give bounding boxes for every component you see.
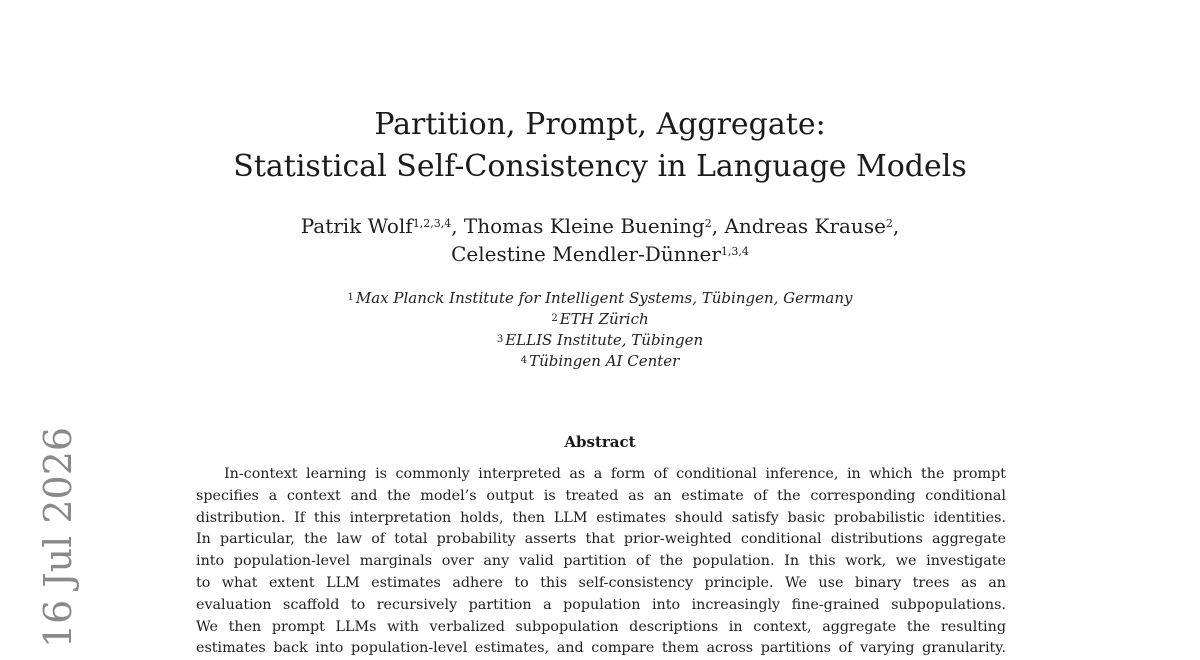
affiliation-item	[0, 330, 1200, 351]
affiliation-item	[0, 309, 1200, 330]
abstract-line: evaluation scaffold to recursively partition a population into increasingly fine-grained subpopulations.	[196, 596, 1006, 613]
abstract-line: estimates back into population-level estimates, and compare them across partitions of varying granularity.	[196, 640, 1006, 657]
author-separator: ,	[451, 214, 464, 238]
abstract-heading: Abstract	[564, 433, 636, 451]
affiliation-item	[0, 288, 1200, 309]
paper-title	[0, 104, 1200, 188]
author-name: Celestine Mendler-Dünner	[451, 242, 721, 266]
author-affiliation-marks: 1,3,4	[720, 245, 749, 258]
author-affiliation-marks: 2	[704, 217, 712, 230]
author-affiliation-marks: 1,2,3,4	[412, 217, 452, 230]
author-affiliation-marks: 2	[885, 217, 893, 230]
affiliation-number: 1	[347, 292, 354, 303]
author-separator: ,	[892, 214, 900, 238]
author-list	[0, 212, 1200, 268]
abstract-line: In-context learning is commonly interpreted as a form of conditional inference, in which the prompt	[224, 466, 1006, 482]
abstract-line: to what extent LLM estimates adhere to this self-consistency principle. We use binary trees as an	[196, 574, 1006, 591]
authors-line-2	[0, 240, 1200, 268]
author-name: Thomas Kleine Buening	[463, 214, 705, 238]
authors-line-1	[0, 212, 1200, 240]
affiliation-number: 3	[496, 334, 504, 345]
abstract-body	[196, 464, 1006, 660]
abstract-line: into population-level marginals over any valid partition of the population. In this work, we investigate	[196, 553, 1006, 570]
affiliation-item	[0, 351, 1200, 372]
title-line-2: Statistical Self-Consistency in Language Models	[233, 149, 967, 184]
author-name: Andreas Krause	[724, 214, 886, 238]
affiliation-text: Tübingen AI Center	[529, 352, 680, 370]
abstract-line: specifies a context and the model’s output is treated as an estimate of the corresponding conditional	[196, 487, 1006, 504]
abstract-line: In particular, the law of total probability asserts that prior-weighted conditional distributions aggregate	[196, 531, 1006, 548]
abstract-line: distribution. If this interpretation holds, then LLM estimates should satisfy basic probabilistic identities.	[196, 509, 1006, 526]
affiliation-list	[0, 288, 1200, 372]
title-line-1: Partition, Prompt, Aggregate:	[374, 107, 826, 142]
affiliation-text: ETH Zürich	[559, 310, 649, 328]
affiliation-number: 4	[520, 355, 528, 366]
affiliation-text: ELLIS Institute, Tübingen	[505, 331, 704, 349]
arxiv-date-stamp: 16 Jul 2026	[36, 426, 80, 648]
affiliation-number: 2	[551, 313, 558, 324]
affiliation-text: Max Planck Institute for Intelligent Systems, Tübingen, Germany	[355, 289, 853, 307]
abstract-line: We then prompt LLMs with verbalized subpopulation descriptions in context, aggregate the resulting	[196, 618, 1006, 635]
author-separator: ,	[711, 214, 725, 238]
author-name: Patrik Wolf	[300, 214, 413, 238]
